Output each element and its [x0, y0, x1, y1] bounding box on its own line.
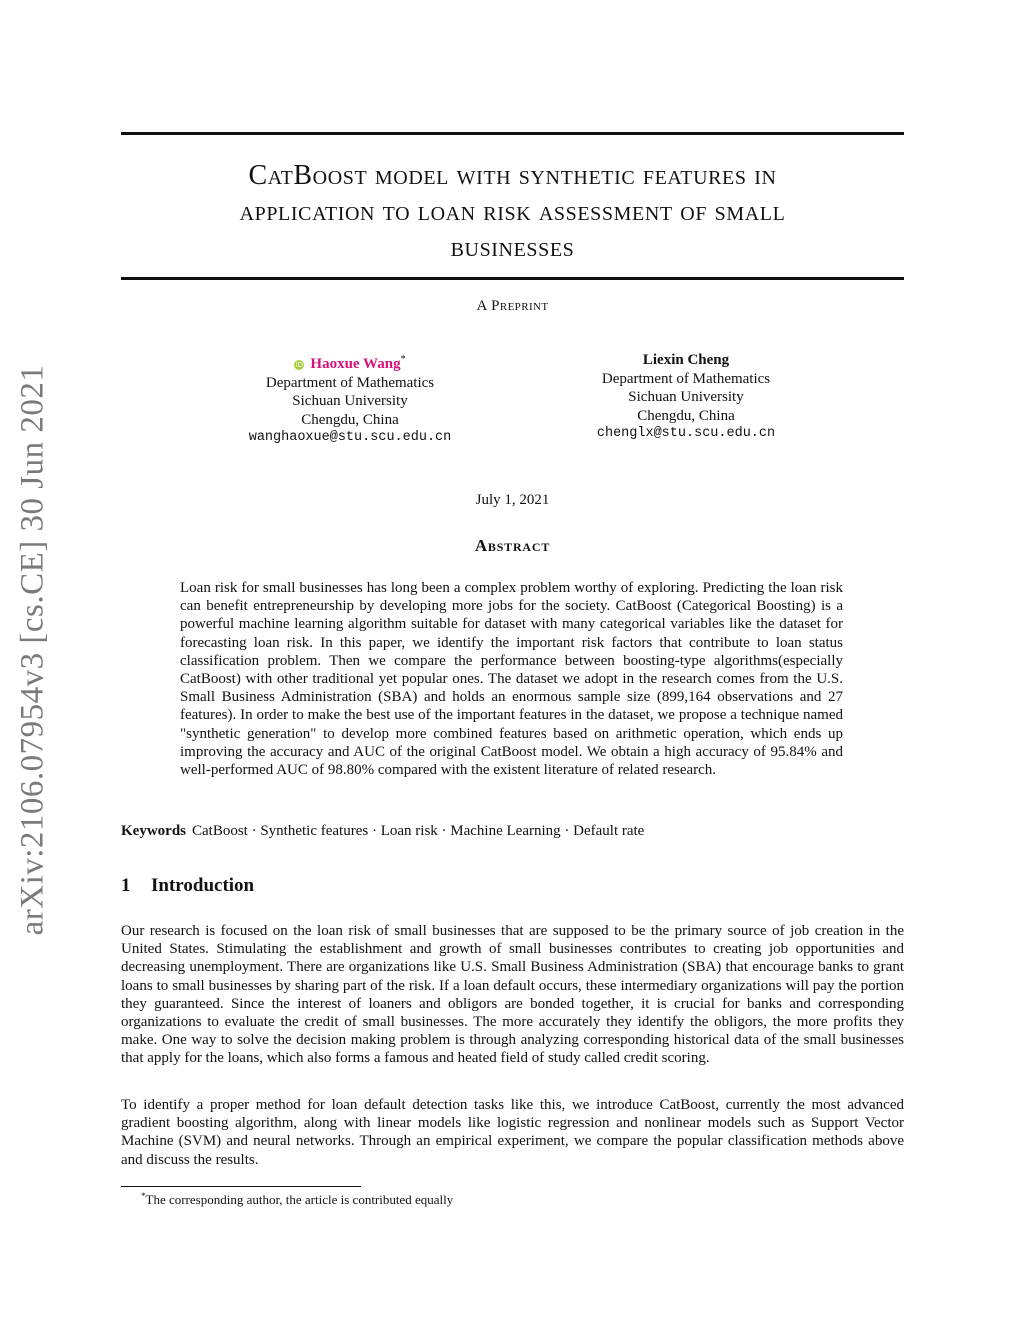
keywords-label [121, 823, 186, 839]
footnote-marker: * [141, 1191, 146, 1201]
keywords-line [121, 823, 904, 840]
footnote-rule [121, 1186, 361, 1187]
author-location: Chengdu, China [637, 407, 735, 424]
author-email[interactable]: wanghaoxue@stu.scu.edu.cn [248, 430, 452, 445]
preprint-label: A Preprint [476, 298, 549, 314]
author-name-line [190, 351, 510, 374]
publication-date: July 1, 2021 [475, 492, 550, 508]
title-rule-bottom [121, 277, 904, 280]
author-email[interactable]: chenglx@stu.scu.edu.cn [596, 426, 776, 441]
title-line-2: application to loan risk assessment of small [239, 196, 786, 227]
title-line-3: businesses [450, 232, 575, 263]
author-department: Department of Mathematics [265, 374, 435, 391]
footnote [141, 1191, 453, 1208]
keywords-label-rest: eywords [132, 823, 186, 839]
author-department: Department of Mathematics [601, 370, 771, 387]
keywords-list: CatBoost · Synthetic features · Loan risk · Machine Learning · Default rate [192, 823, 645, 839]
orcid-icon[interactable]: iD [295, 361, 304, 369]
section-number: 1 [121, 875, 131, 896]
paper-title [121, 158, 904, 266]
intro-paragraph-1: Our research is focused on the loan risk of small businesses that are supposed to be the primary source of job creation in the United States. Stimulating the establishment and growth of small businesses contributes to creating job opportunities and decreasing unemployment. There are organizations like U.S. Small Business Administration (SBA) that encourage banks to grant loans to small businesses by sharing part of the risk. If a loan default occurs, these intermediary organizations will pay the portion they guaranteed. Since the interest of loaners and obligors are bonded together, it is crucial for banks and corresponding organizations to evaluate the credit of small businesses. The more accurately they identify the obligors, the more profits they make. One way to solve the decision making problem is through analyzing corresponding historical data of the small businesses that apply for the loans, which also forms a famous and heated field of study called credit scoring. [121, 923, 904, 1067]
footnote-text: The corresponding author, the article is contributed equally [145, 1192, 454, 1207]
author-block-1 [190, 351, 510, 448]
keywords-label-k: K [121, 823, 133, 839]
author-name: Liexin Cheng [642, 352, 730, 368]
author-university: Sichuan University [628, 389, 744, 405]
author-footnote-marker: * [400, 354, 406, 365]
arxiv-identifier: arXiv:2106.07954v3 [cs.CE] 30 Jun 2021 [14, 364, 51, 936]
title-rule-top [121, 132, 904, 135]
intro-paragraph-2: To identify a proper method for loan default detection tasks like this, we introduce CatBoost, currently the most advanced gradient boosting algorithm, along with linear models like logistic regression and nonlinear models such as Support Vector Machine (SVM) and neural networks. Through an empirical experiment, we compare the popular classification methods above and discuss the results. [121, 1097, 904, 1168]
section-heading-introduction [121, 875, 254, 897]
author-block-2 [526, 351, 846, 444]
section-title: Introduction [151, 875, 255, 896]
author-university: Sichuan University [292, 393, 408, 409]
author-name-link[interactable]: Haoxue Wang [310, 356, 401, 372]
abstract-heading: Abstract [474, 536, 551, 555]
abstract-text: Loan risk for small businesses has long been a complex problem worthy of exploring. Predicting the loan risk can benefit entrepreneurship by developing more jobs for the society. CatBoost (Categorical Boosting) is a powerful machine learning algorithm suitable for dataset with many categorical variables like the dataset for forecasting loan risk. In this paper, we identify the important risk factors that contribute to loan status classification problem. Then we compare the performance between boosting-type algorithms(especially CatBoost) with other traditional yet popular ones. The dataset we adopt in the research comes from the U.S. Small Business Administration (SBA) and holds an enormous sample size (899,164 observations and 27 features). In order to make the best use of the important features in the dataset, we propose a technique named "synthetic generation" to develop more combined features based on arithmetic operation, which ends up improving the accuracy and AUC of the original CatBoost model. We obtain a high accuracy of 95.84% and well-performed AUC of 98.80% compared with the existent literature of related research. [180, 580, 843, 779]
title-line-1: CatBoost model with synthetic features in [248, 160, 777, 191]
author-location: Chengdu, China [301, 411, 399, 428]
